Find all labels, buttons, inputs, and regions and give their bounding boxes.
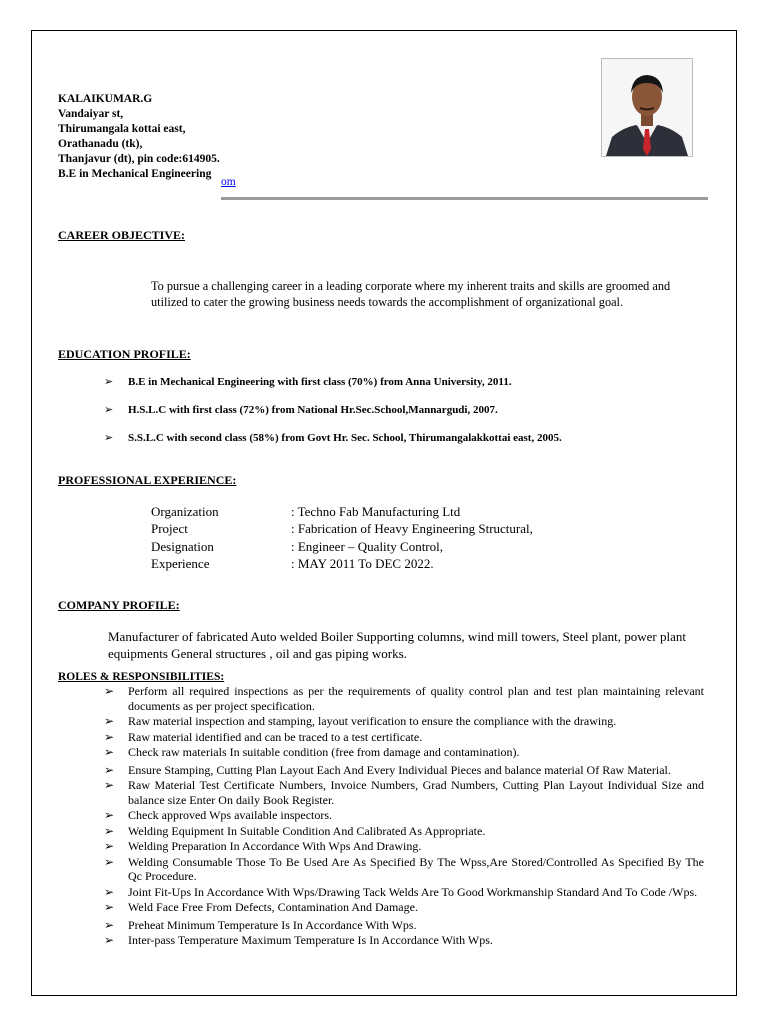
role-item: Weld Face Free From Defects, Contamination And Damage.	[128, 900, 418, 915]
education-list	[104, 375, 562, 459]
arrow-bullet-icon: ➢	[104, 884, 115, 899]
list-item	[104, 918, 704, 933]
arrow-bullet-icon: ➢	[104, 839, 115, 854]
list-item	[104, 855, 704, 885]
arrow-bullet-icon: ➢	[104, 729, 115, 744]
arrow-bullet-icon: ➢	[104, 933, 115, 948]
role-item: Check raw materials In suitable condition (free from damage and contamination).	[128, 744, 520, 759]
experience-table	[151, 503, 533, 572]
address-line: Orathanadu (tk),	[58, 138, 143, 150]
company-profile-paragraph: Manufacturer of fabricated Auto welded Boiler Supporting columns, wind mill towers, Steel plant, power plant equipments General structures , oil and gas piping works.	[108, 629, 687, 661]
career-objective-heading: CAREER OBJECTIVE:	[58, 228, 186, 242]
candidate-name: KALAIKUMAR.G	[58, 93, 153, 105]
experience-label: Project	[151, 521, 188, 537]
list-item	[104, 745, 704, 760]
role-item: Check approved Wps available inspectors.	[128, 808, 333, 823]
company-profile-text	[58, 628, 718, 662]
experience-row	[151, 503, 533, 520]
role-item: Raw material identified and can be traced to a test certificate.	[128, 729, 423, 744]
list-item	[104, 714, 704, 729]
role-item: Welding Preparation In Accordance With Wps And Drawing.	[128, 839, 422, 854]
arrow-bullet-icon: ➢	[104, 744, 115, 759]
person-photo-icon	[602, 59, 692, 156]
profile-photo	[601, 58, 693, 157]
list-item	[104, 900, 704, 915]
arrow-bullet-icon: ➢	[104, 404, 114, 416]
career-objective-text: To pursue a challenging career in a leading corporate where my inherent traits and skills are groomed and utilized to cater the growing business needs towards the accomplishment of organizational goal.	[151, 279, 671, 309]
education-item: H.S.L.C with first class (72%) from National Hr.Sec.School,Mannargudi, 2007.	[128, 404, 498, 416]
list-item	[104, 839, 704, 854]
role-item: Preheat Minimum Temperature Is In Accordance With Wps.	[128, 917, 417, 932]
list-item	[104, 885, 704, 900]
roles-heading: ROLES & RESPONSIBILITIES:	[58, 671, 225, 683]
arrow-bullet-icon: ➢	[104, 854, 115, 869]
education-heading: EDUCATION PROFILE:	[58, 347, 191, 361]
arrow-bullet-icon: ➢	[104, 432, 114, 444]
experience-row	[151, 555, 533, 572]
roles-list	[104, 684, 704, 949]
list-item	[104, 431, 562, 459]
list-item	[104, 684, 704, 714]
resume-header	[58, 92, 220, 182]
role-item: Welding Consumable Those To Be Used Are As Specified By The Wpss,Are Stored/Controlled As Specified By The Qc Procedure.	[128, 854, 704, 884]
experience-value: : Engineer – Quality Control,	[291, 538, 444, 554]
experience-heading: PROFESSIONAL EXPERIENCE:	[58, 473, 237, 487]
list-item	[104, 808, 704, 823]
education-item: B.E in Mechanical Engineering with first class (70%) from Anna University, 2011.	[128, 376, 512, 388]
list-item	[104, 763, 704, 778]
list-item	[104, 933, 704, 948]
header-divider	[221, 197, 708, 200]
arrow-bullet-icon: ➢	[104, 900, 115, 915]
list-item	[104, 730, 704, 745]
role-item: Raw material inspection and stamping, layout verification to ensure the compliance with the drawing.	[128, 714, 617, 729]
degree-line: B.E in Mechanical Engineering	[58, 168, 212, 180]
arrow-bullet-icon: ➢	[104, 684, 115, 698]
experience-label: Experience	[151, 555, 210, 571]
role-item: Perform all required inspections as per the requirements of quality control plan and test plan maintaining relevant documents as per project specification.	[128, 684, 704, 713]
address-line: Vandaiyar st,	[58, 108, 124, 120]
experience-label: Organization	[151, 504, 219, 519]
role-item: Ensure Stamping, Cutting Plan Layout Each And Every Individual Pieces and balance material Of Raw Material.	[128, 762, 671, 777]
experience-row	[151, 538, 533, 555]
address-line: Thirumangala kottai east,	[58, 123, 186, 135]
arrow-bullet-icon: ➢	[104, 778, 115, 793]
role-item: Joint Fit-Ups In Accordance With Wps/Drawing Tack Welds Are To Good Workmanship Standard And To Code /Wps.	[128, 884, 698, 899]
email-link-fragment[interactable]: om	[221, 176, 236, 188]
list-item	[104, 824, 704, 839]
role-item: Inter-pass Temperature Maximum Temperature Is In Accordance With Wps.	[128, 933, 493, 948]
arrow-bullet-icon: ➢	[104, 376, 114, 388]
experience-label: Designation	[151, 538, 214, 554]
experience-row	[151, 520, 533, 537]
list-item	[104, 778, 704, 808]
company-profile-heading: COMPANY PROFILE:	[58, 598, 180, 612]
experience-value: : Fabrication of Heavy Engineering Structural,	[291, 521, 533, 537]
arrow-bullet-icon: ➢	[104, 823, 115, 838]
experience-value: : Techno Fab Manufacturing Ltd	[291, 504, 461, 519]
list-item	[104, 403, 562, 431]
role-item: Welding Equipment In Suitable Condition And Calibrated As Appropriate.	[128, 823, 486, 838]
list-item	[104, 375, 562, 403]
arrow-bullet-icon: ➢	[104, 917, 115, 932]
experience-value: : MAY 2011 To DEC 2022.	[291, 555, 434, 571]
arrow-bullet-icon: ➢	[104, 808, 115, 823]
arrow-bullet-icon: ➢	[104, 714, 115, 729]
role-item: Raw Material Test Certificate Numbers, Invoice Numbers, Grad Numbers, Cutting Plan Layout Individual Size and balance size Enter On daily Book Register.	[128, 778, 704, 807]
education-item: S.S.L.C with second class (58%) from Govt Hr. Sec. School, Thirumangalakkottai east, 2005.	[128, 432, 562, 444]
address-line: Thanjavur (dt), pin code:614905.	[58, 153, 220, 165]
arrow-bullet-icon: ➢	[104, 762, 115, 777]
